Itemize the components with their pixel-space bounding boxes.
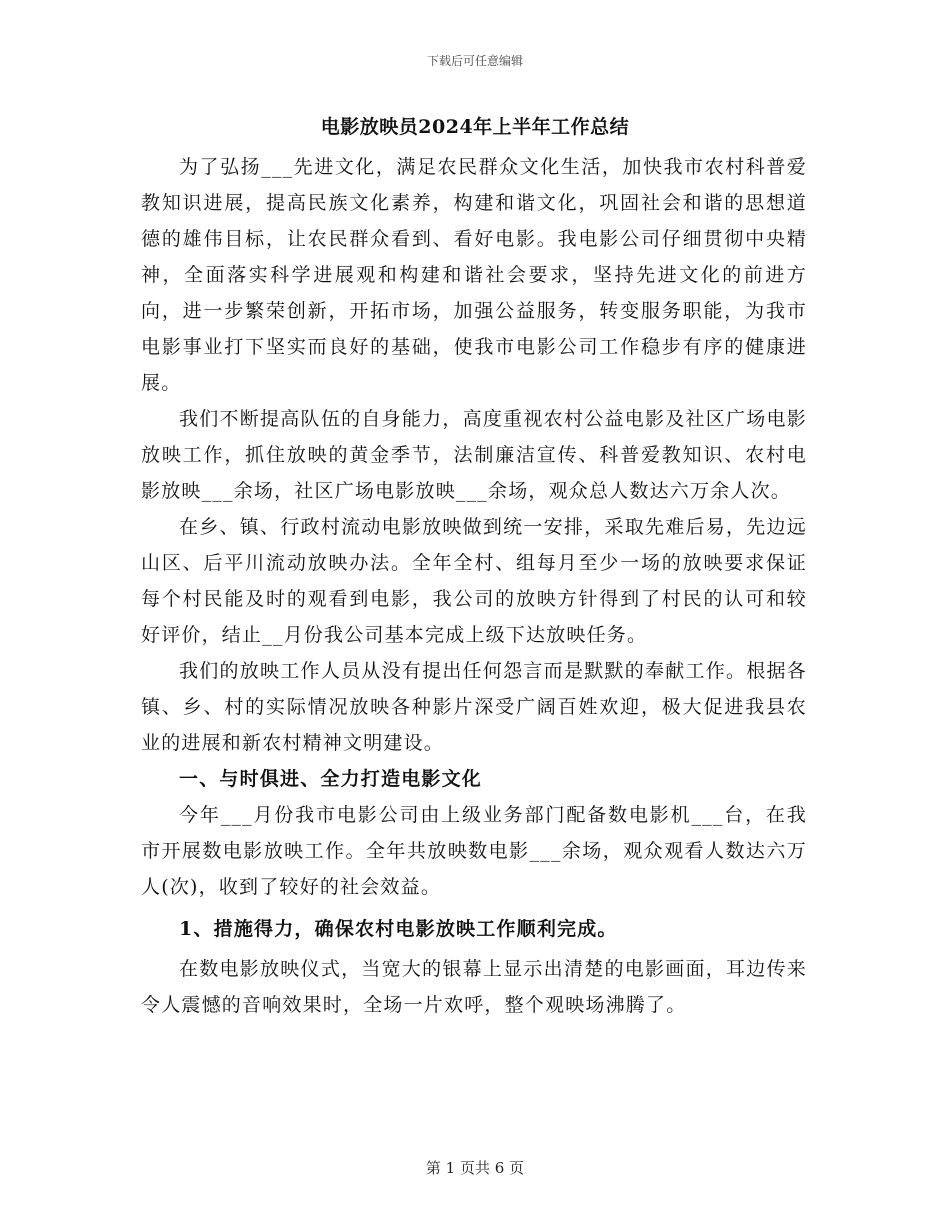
paragraph: 我们不断提高队伍的自身能力，高度重视农村公益电影及社区广场电影放映工作，抓住放映的黄金季节，法制廉洁宣传、科普爱教知识、农村电影放映___余场，社区广场电影放映___余场，观众总人数达六万余人次。 xyxy=(141,408,807,502)
page-footer: 第 1 页共 6 页 xyxy=(425,1159,525,1177)
paragraph: 在数电影放映仪式，当宽大的银幕上显示出清楚的电影画面，耳边传来令人震憾的音响效果时，全场一片欢呼，整个观映场沸腾了。 xyxy=(141,958,807,1016)
paragraph: 我们的放映工作人员从没有提出任何怨言而是默默的奉献工作。根据各镇、乡、村的实际情况放映各种影片深受广阔百姓欢迎，极大促进我县农业的进展和新农村精神文明建设。 xyxy=(141,660,807,754)
document-title: 电影放映员2024年上半年工作总结 xyxy=(320,116,630,138)
paragraph: 今年___月份我市电影公司由上级业务部门配备数电影机___台，在我市开展数电影放映工作。全年共放映数电影___余场，观众观看人数达六万人(次)，收到了较好的社会效益。 xyxy=(141,804,807,898)
section-heading: 一、与时俱进、全力打造电影文化 xyxy=(179,768,483,790)
paragraph: 为了弘扬___先进文化，满足农民群众文化生活，加快我市农村科普爱教知识进展，提高民族文化素养，构建和谐文化，巩固社会和谐的思想道德的雄伟目标，让农民群众看到、看好电影。我电影公司仔细贯彻中央精神，全面落实科学进展观和构建和谐社会要求，坚持先进文化的前进方向，进一步繁荣创新，开拓市场，加强公益服务，转变服务职能，为我市电影事业打下坚实而良好的基础，使我市电影公司工作稳步有序的健康进展。 xyxy=(141,156,807,394)
paragraph: 在乡、镇、行政村流动电影放映做到统一安排，采取先难后易，先边远山区、后平川流动放映办法。全年全村、组每月至少一场的放映要求保证每个村民能及时的观看到电影，我公司的放映方针得到了村民的认可和较好评价，结止__月份我公司基本完成上级下达放映任务。 xyxy=(141,516,807,646)
subsection-heading: 1、措施得力，确保农村电影放映工作顺利完成。 xyxy=(179,918,618,940)
document-body xyxy=(141,149,807,1023)
header-note: 下载后可任意编辑 xyxy=(426,54,523,68)
